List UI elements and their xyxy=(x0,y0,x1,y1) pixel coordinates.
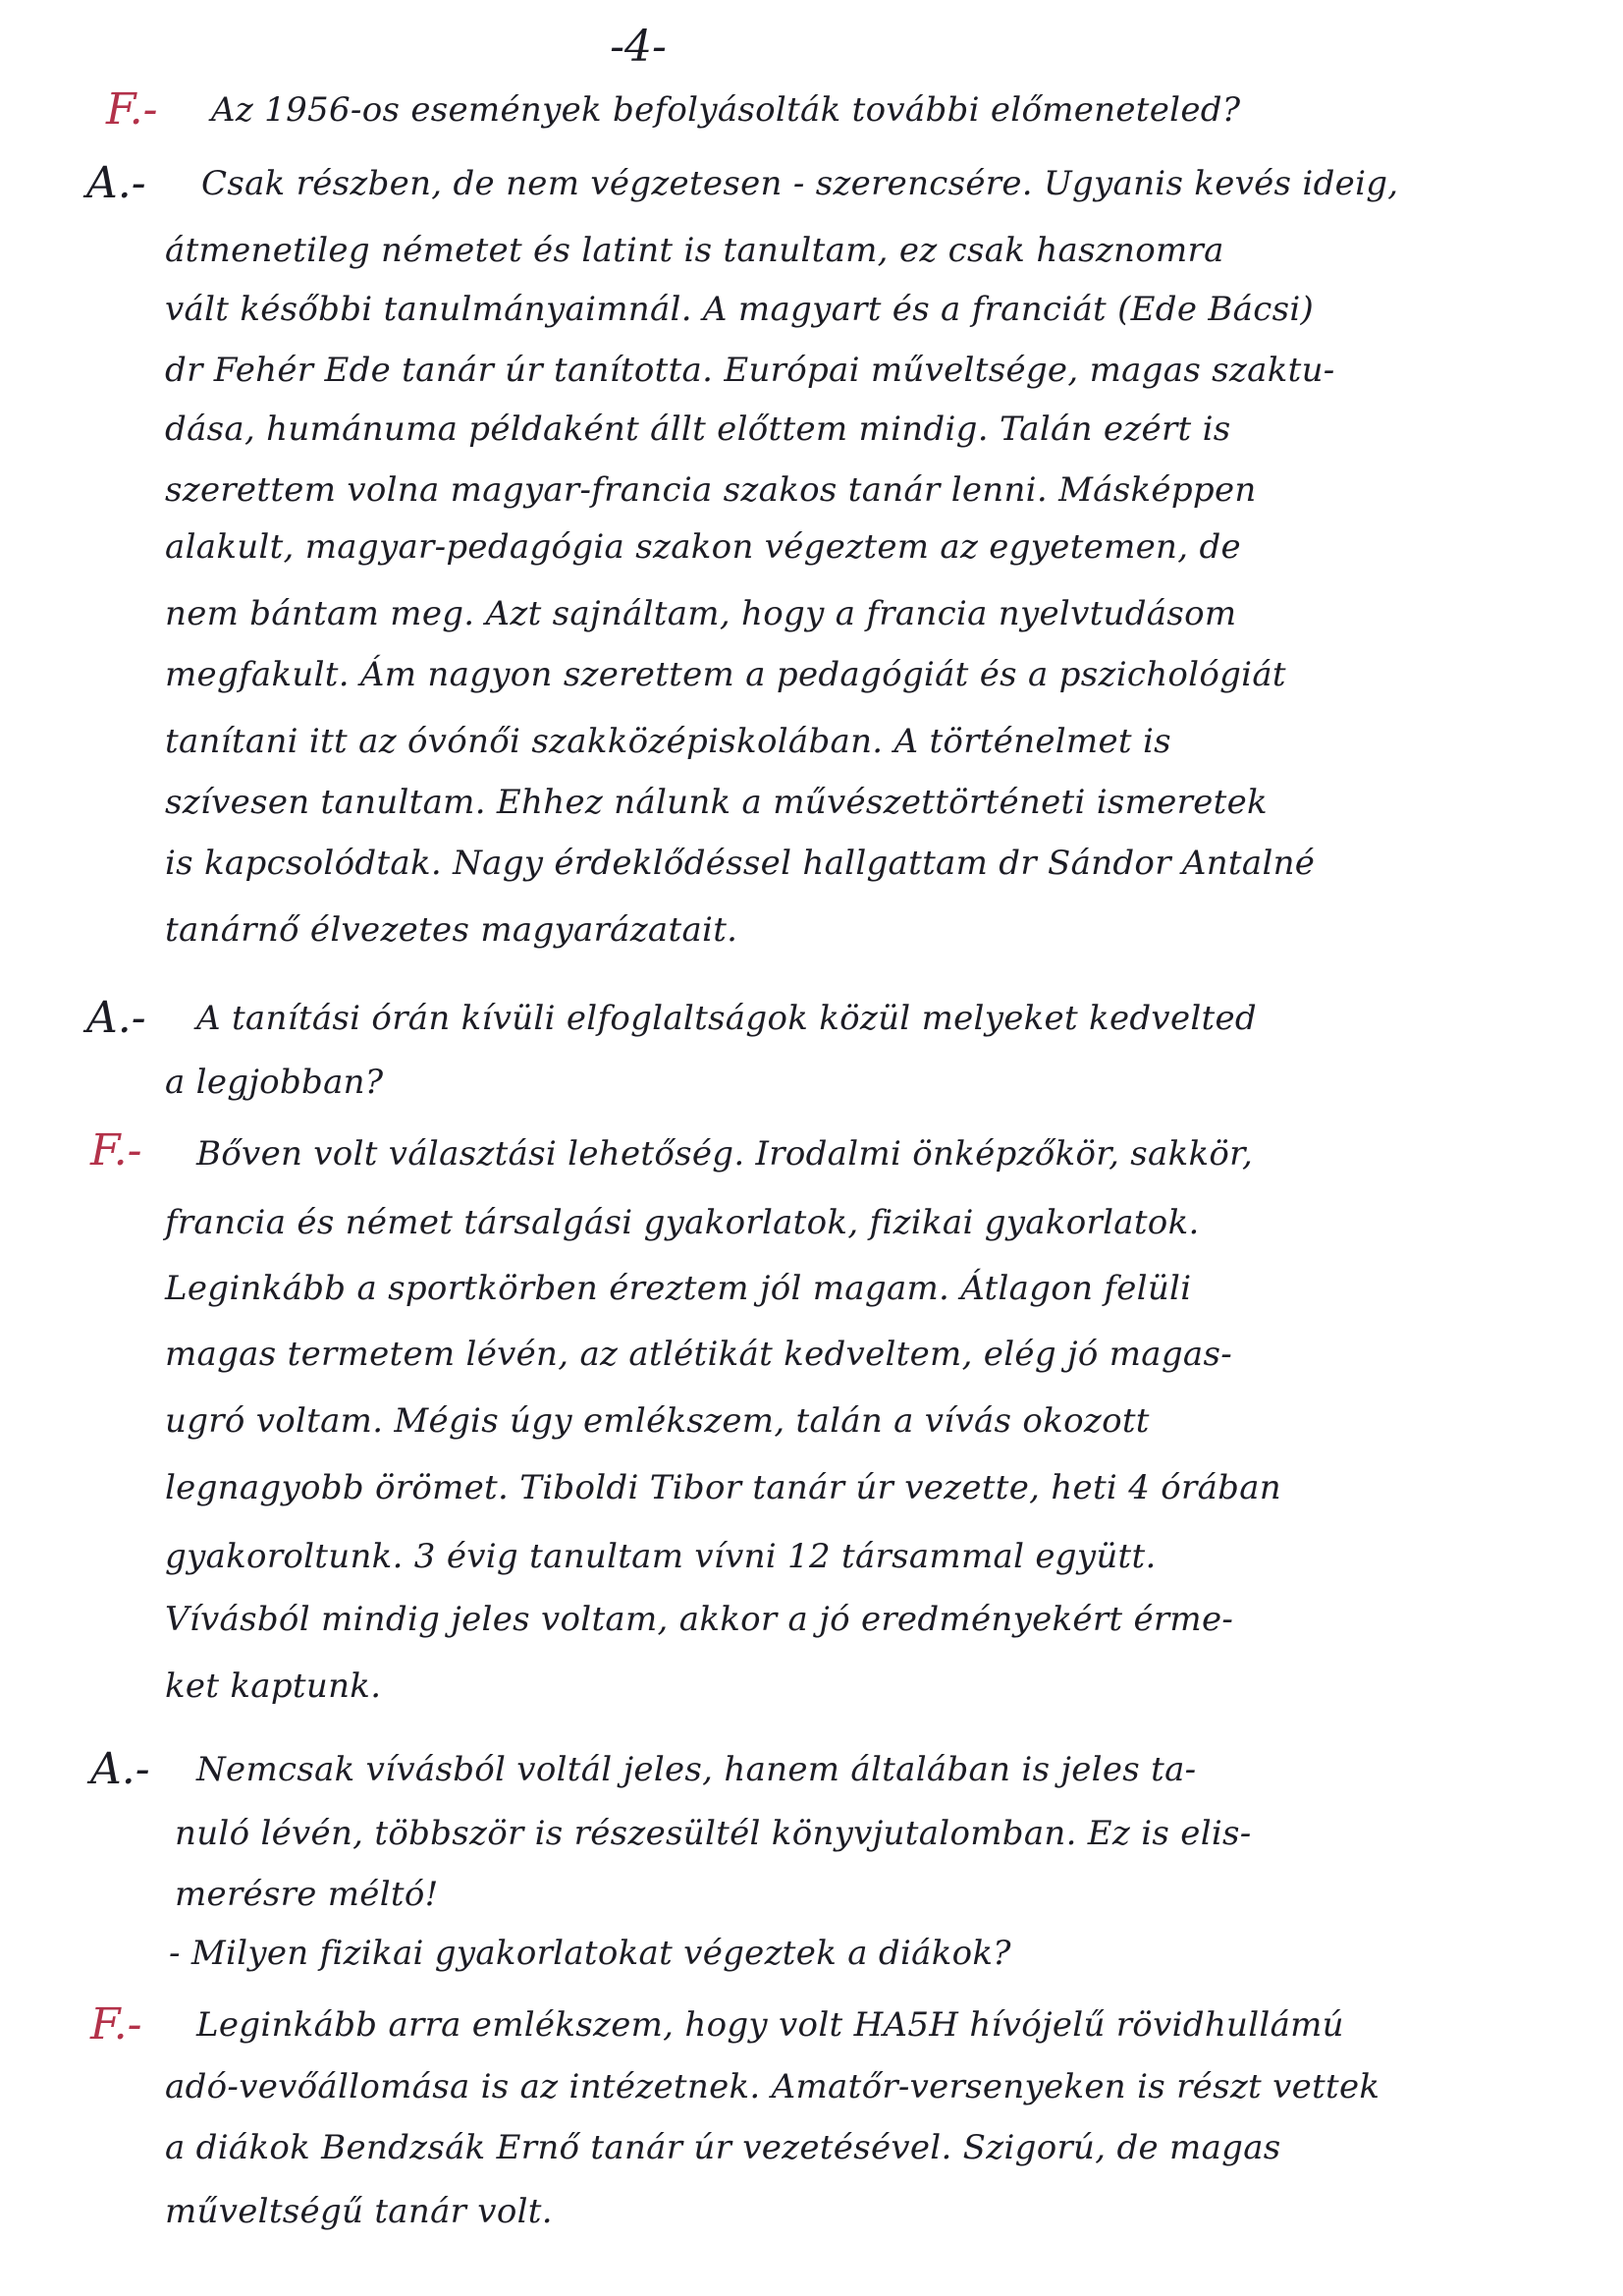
speaker-marker: A.- xyxy=(86,158,146,208)
text-line: ket kaptunk. xyxy=(165,1667,382,1706)
text-line: szívesen tanultam. Ehhez nálunk a művészettörténeti ismeretek xyxy=(165,783,1268,822)
text-line: Csak részben, de nem végzetesen - szerencsére. Ugyanis kevés ideig, xyxy=(201,164,1399,203)
text-line: megfakult. Ám nagyon szerettem a pedagógiát és a pszichológiát xyxy=(165,655,1286,694)
text-line: átmenetileg németet és latint is tanultam, ez csak hasznomra xyxy=(165,231,1224,270)
text-line: A tanítási órán kívüli elfoglaltságok közül melyeket kedvelted xyxy=(196,999,1257,1038)
text-line: Leginkább a sportkörben éreztem jól magam. Átlagon felüli xyxy=(165,1269,1192,1308)
text-line: szerettem volna magyar-francia szakos tanár lenni. Másképpen xyxy=(165,470,1257,510)
text-line: - Milyen fizikai gyakorlatokat végeztek a diákok? xyxy=(169,1934,1011,1973)
text-line: is kapcsolódtak. Nagy érdeklődéssel hallgattam dr Sándor Antalné xyxy=(165,844,1316,883)
text-line: nuló lévén, többször is részesültél könyvjutalomban. Ez is elis- xyxy=(175,1814,1252,1853)
text-line: Bőven volt választási lehetőség. Irodalmi önképzőkör, sakkör, xyxy=(196,1134,1254,1174)
text-line: francia és német társalgási gyakorlatok, fizikai gyakorlatok. xyxy=(165,1203,1200,1242)
speaker-marker: A.- xyxy=(90,1744,150,1794)
text-line: Leginkább arra emlékszem, hogy volt HA5H hívójelű rövidhullámú xyxy=(196,2005,1344,2045)
text-line: legnagyobb örömet. Tiboldi Tibor tanár úr vezette, heti 4 órában xyxy=(165,1468,1281,1507)
text-line: alakult, magyar-pedagógia szakon végeztem az egyetemen, de xyxy=(165,527,1241,567)
text-line: műveltségű tanár volt. xyxy=(165,2192,553,2231)
text-line: gyakoroltunk. 3 évig tanultam vívni 12 társammal együtt. xyxy=(165,1537,1157,1576)
page-number: -4- xyxy=(610,22,667,72)
speaker-marker: A.- xyxy=(86,993,146,1043)
text-line: Vívásból mindig jeles voltam, akkor a jó eredményekért érme- xyxy=(165,1600,1234,1639)
text-line: adó-vevőállomása is az intézetnek. Amatőr-versenyeken is részt vettek xyxy=(165,2067,1380,2106)
text-line: tanárnő élvezetes magyarázatait. xyxy=(165,910,738,950)
speaker-marker: F.- xyxy=(106,84,158,135)
text-line: vált későbbi tanulmányaimnál. A magyart és a franciát (Ede Bácsi) xyxy=(165,290,1315,329)
speaker-marker: F.- xyxy=(90,1999,142,2050)
text-line: dása, humánuma példaként állt előttem mindig. Talán ezért is xyxy=(165,410,1231,449)
text-line: ugró voltam. Mégis úgy emlékszem, talán a vívás okozott xyxy=(165,1401,1150,1441)
text-line: Az 1956-os események befolyásolták további előmeneteled? xyxy=(211,90,1241,130)
text-line: merésre méltó! xyxy=(175,1875,439,1914)
text-line: magas termetem lévén, az atlétikát kedveltem, elég jó magas- xyxy=(165,1335,1232,1374)
text-line: Nemcsak vívásból voltál jeles, hanem általában is jeles ta- xyxy=(196,1750,1197,1789)
text-line: dr Fehér Ede tanár úr tanította. Európai műveltsége, magas szaktu- xyxy=(165,351,1335,390)
text-line: a diákok Bendzsák Ernő tanár úr vezetésével. Szigorú, de magas xyxy=(165,2128,1281,2167)
text-line: a legjobban? xyxy=(165,1063,384,1102)
speaker-marker: F.- xyxy=(90,1125,142,1175)
text-line: nem bántam meg. Azt sajnáltam, hogy a francia nyelvtudásom xyxy=(165,594,1237,633)
text-line: tanítani itt az óvónői szakközépiskolában. A történelmet is xyxy=(165,722,1171,761)
